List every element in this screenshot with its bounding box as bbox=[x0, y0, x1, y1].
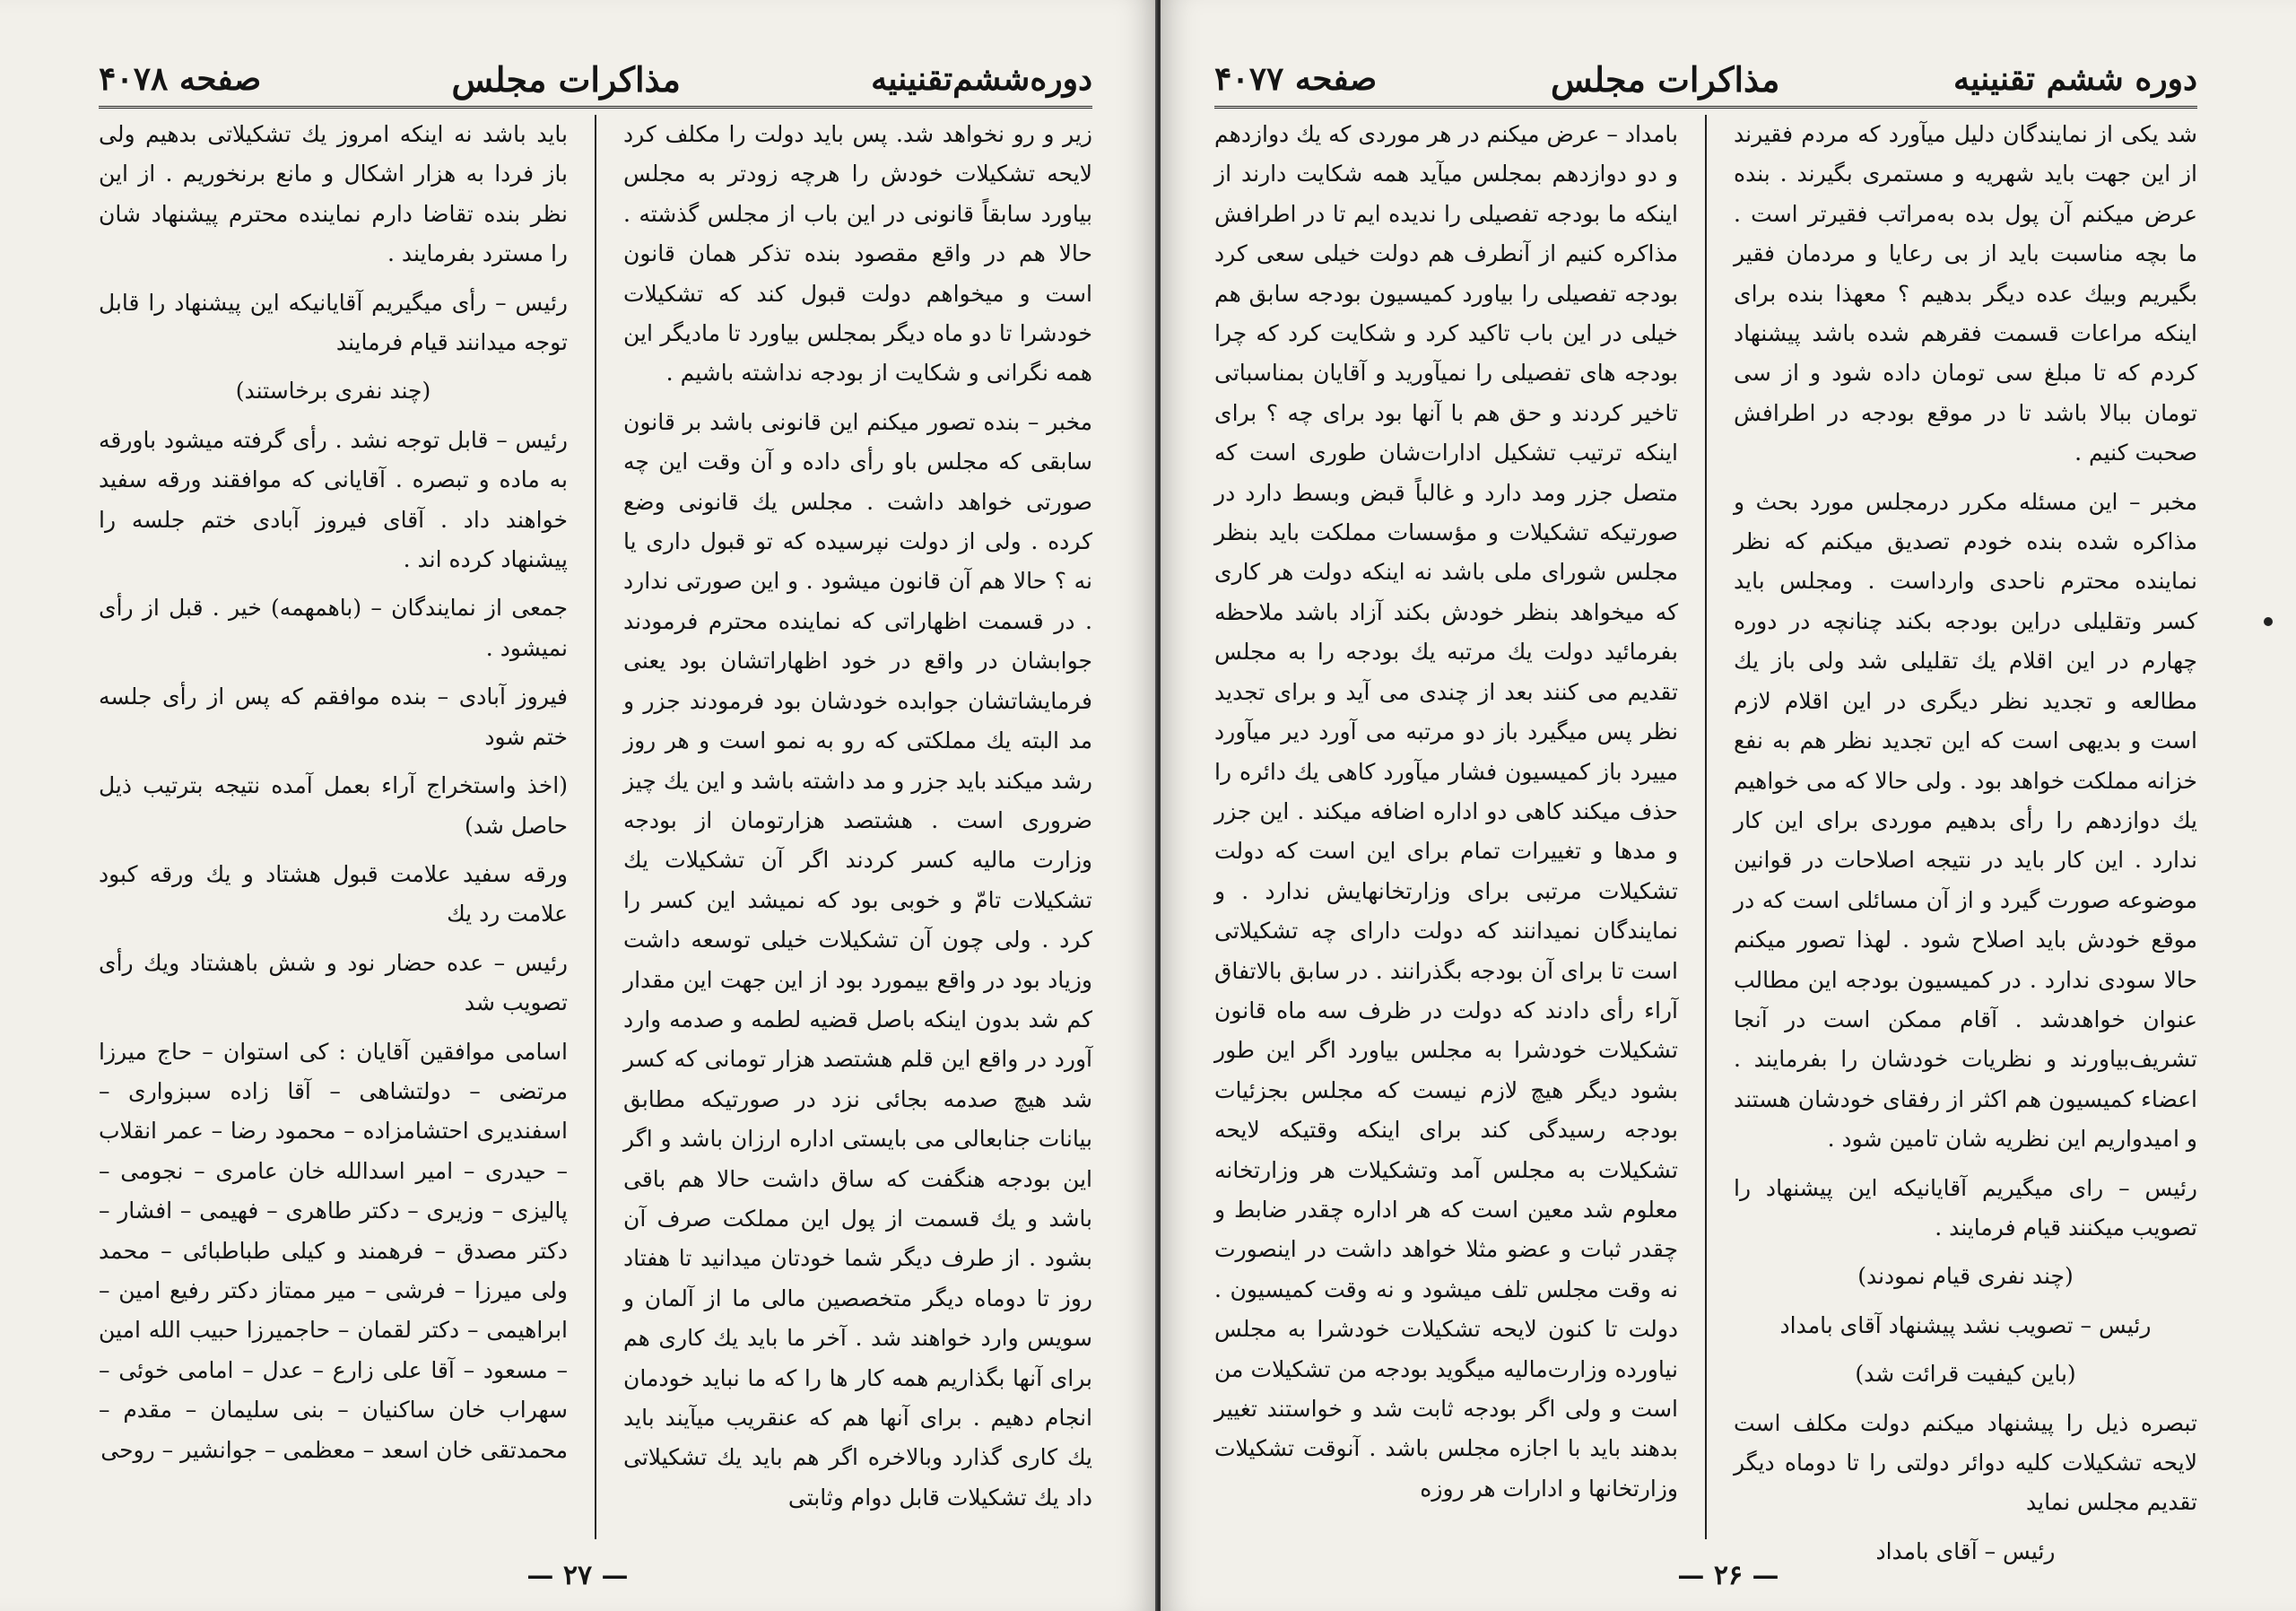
left-page-footer-number: — ۲۷ — bbox=[526, 1560, 629, 1591]
column-divider bbox=[595, 115, 596, 1539]
paragraph: فیروز آبادی – بنده موافقم که پس از رأی جلسه ختم شود bbox=[99, 684, 568, 750]
right-page bbox=[1161, 0, 2296, 1611]
paragraph: جمعی از نمایندگان – (باهمهمه) خیر . قبل از رأی نمیشود . bbox=[99, 595, 568, 661]
right-page-column-right bbox=[1734, 115, 2197, 1564]
left-page-column-left bbox=[99, 115, 568, 1539]
left-page-number-label: صفحه ۴۰۷۸ bbox=[99, 60, 262, 98]
paragraph: (چند نفری قیام نمودند) bbox=[1857, 1263, 2074, 1290]
paragraph: بامداد – عرض میکنم در هر موردی که یك دوازدهم و دو دوازدهم بمجلس میآید همه شکایت دارند از اینکه ما بودجه تفصیلی را ندیده ایم تا در اطرافش مذاکره کنیم از آنطرف هم دولت خیلی سعی کرد بودجه تفصیلی را بیاورد کمیسیون بودجه سابق هم خیلی در این باب تاکید کرد و شکایت کرد که چرا بودجه های تفصیلی را نمیآورید و آقایان بمناسباتی تاخیر کردند و حق هم با آنها بود برای چه ؟ برای اینکه ترتیب تشکیل ادارات‌شان طوری است که متصل جزر ومد دارد و غالباً قبض وبسط دارد در صورتیکه تشکیلات و مؤسسات مملکت باید بنظر مجلس شورای ملی باشد نه اینکه دولت هر کاری که میخواهد بنظر خودش بکند آزاد باشد ملاحظه بفرمائید دولت یك مرتبه یك بودجه را به مجلس تقدیم می کنند بعد از چندی می آید و برای تجدید نظر پس میگیرد باز دو مرتبه می آورد دیر میآورد مییرد باز کمیسیون فشار میآورد کاهی یك دائره را حذف میکند کاهی دو اداره اضافه میکند . این جزر و مدها و تغییرات تمام برای این است که دولت تشکیلات مرتبی برای وزارتخانهایش ندارد . و نمایندگان نمیدانند که دولت دارای چه تشکیلاتی است تا برای آن بودجه بگذرانند . در سابق بالاتفاق آراء رأی دادند که دولت در ظرف سه ماه قانون تشکیلات خودشرا به مجلس بیاورد اگر این طور بشود دیگر هیچ لازم نیست که مجلس بجزئیات بودجه رسیدگی کند برای اینکه وقتیکه لایحه تشکیلات به مجلس آمد وتشکیلات هر وزارتخانه معلوم شد معین است که هر اداره چقدر ضابط و چقدر ثبات و عضو مثلا خواهد داشت در اینصورت نه وقت مجلس تلف میشود و نه وقت کمیسیون . دولت تا کنون لایحه تشکیلات خودشرا به مجلس نیاورده وزارت‌مالیه میگوید بودجه من تشکیلات من است و ولی اگر بودجه ثابت شد و خواستند تغییر بدهند باید با اجازه مجلس باشد . آنوقت تشکیلات وزارتخانها و ادارات هر روزه bbox=[1214, 121, 1678, 1502]
paragraph: (باین کیفیت قرائت شد) bbox=[1855, 1361, 2076, 1388]
left-page-columns bbox=[99, 115, 1092, 1539]
column-divider bbox=[1705, 115, 1707, 1539]
right-session-label: دوره ششم تقنینیه bbox=[1953, 60, 2197, 98]
paragraph: رئیس – قابل توجه نشد . رأی گرفته میشود باورقه به ماده و تبصره . آقایانی که موافقند ورقه سفید خواهند داد . آقای فیروز آبادی ختم جلسه را پیشنهاد کرده اند . bbox=[99, 426, 568, 573]
paragraph: رئیس – رأی میگیریم آقایانیکه این پیشنهاد را قابل توجه میدانند قیام فرمایند bbox=[99, 289, 568, 356]
right-page-column-left bbox=[1214, 115, 1678, 1539]
right-page-number-label: صفحه ۴۰۷۷ bbox=[1214, 60, 1378, 98]
paragraph: ورقه سفید علامت قبول هشتاد و یك ورقه کبود علامت رد یك bbox=[99, 860, 568, 927]
paragraph: تبصره ذیل را پیشنهاد میکنم دولت مکلف است لایحه تشکیلات کلیه دوائر دولتی را تا دوماه دیگر تقدیم مجلس نماید bbox=[1734, 1409, 2197, 1516]
left-session-label: دوره‌ششم‌تقنینیه bbox=[871, 60, 1092, 98]
paragraph: مخبر – این مسئله مکرر درمجلس مورد بحث و مذاکره شده بنده خودم تصدیق میکنم که نظر نماینده محترم ناحدی وارداست . ومجلس باید کسر وتقلیلی دراین بودجه بکند چنانچه در دوره چهارم در این اقلام یك تقلیلی شد ولی باز یك مطالعه و تجدید نظر دیگری در این اقلام لازم است و بدیهی است که این تجدید نظر هم به نفع خزانه مملکت خواهد بود . ولی حالا که می خواهیم یك دوازدهم را رأی بدهیم موردی برای این کار ندارد . این کار باید در نتیجه اصلاحات در قوانین موضوعه صورت گیرد و از آن مسائلی است که در موقع خودش باید اصلاح شود . لهذا تصور میکنم حالا سودی ندارد . در کمیسیون بودجه این مطالب عنوان خواهدشد . آقام ممکن است در آنجا تشریف‌بیاورند و نظریات خودشان را بفرمایند . اعضاء کمیسیون هم اکثر از رفقای خودشان هستند و امیدواریم این نظریه شان تامین شود . bbox=[1734, 488, 2197, 1153]
margin-mark bbox=[2264, 617, 2273, 626]
paragraph: رئیس – عده حضار نود و شش باهشتاد ویك رأی تصویب شد bbox=[99, 949, 568, 1016]
left-page-column-right bbox=[623, 115, 1092, 1539]
right-page-columns bbox=[1214, 115, 2197, 1564]
paragraph: شد یکی از نمایندگان دلیل میآورد که مردم فقیرند از این جهت باید شهریه و مستمری بگیرند . بنده عرض میکنم آن پول بده به‌مراتب فقیرتر است . ما بچه مناسبت باید از بی رعایا و مردمان فقیر بگیریم وبیك عده دیگر بدهیم ؟ معهذا بنده برای اینکه مراعات قسمت فقرهم شده باشد پیشنهاد کردم که تا مبلغ سی تومان داده شود و از سی تومان ببالا باشد تا در موقع بودجه در اطرافش صحبت کنیم . bbox=[1734, 121, 2197, 466]
paragraph: رئیس – آقای بامداد bbox=[1875, 1537, 2056, 1564]
paragraph: مخبر – بنده تصور میکنم این قانونی باشد بر قانون سابقی که مجلس باو رأی داده و آن وقت این چه صورتی خواهد داشت . مجلس یك قانونی وضع کرده . ولی از دولت نپرسیده که تو قبول داری یا نه ؟ حالا هم آن قانون میشود . و این صورتی ندارد . در قسمت اظهاراتی که نماینده محترم فرمودند جوابشان در واقع در خود اظهاراتشان بود یعنی فرمایشاتشان جوابده خودشان بود فرمودند جزر و مد البته یك مملکتی که رو به نمو است و هر روز رشد میکند باید جزر و مد داشته باشد و این یك چیز ضروری است . هشتصد هزارتومان از بودجه وزارت مالیه کسر کردند اگر آن تشکیلات یك تشکیلات تامّ و خوبی بود که نمیشد این کسر را کرد . ولی چون آن تشکیلات خیلی توسعه داشت وزیاد بود در واقع بیمورد بود از این جهت این مقدار کم شد بدون اینکه باصل قضیه لطمه و صدمه وارد آورد در واقع این قلم هشتصد هزار تومانی که کسر شد هیچ صدمه بجائی نزد در صورتیکه مطابق بیانات جنابعالی می بایستی اداره ارزان باشد و اگر این بودجه هنگفت که ساق داشت حالا هم باقی باشد و یك قسمت از پول این مملکت صرف آن بشود . از طرف دیگر شما خودتان میدانید تا هفتاد روز تا دوماه دیگر متخصصین مالی ما از آلمان و سویس وارد خواهند شد . آخر ما باید یك کاری هم برای آنها بگذاریم همه کار ها را که ما نباید خودمان انجام دهیم . برای آنها هم که عنقریب میآیند باید یك کاری گذارد وبالاخره اگر هم باید یك تشکیلاتی داد یك تشکیلات قابل دوام وثابتی bbox=[623, 408, 1092, 1511]
right-page-footer-number: — ۲۶ — bbox=[1677, 1560, 1779, 1591]
left-page-header bbox=[99, 52, 1092, 109]
left-page-title: مذاکرات مجلس bbox=[451, 58, 681, 100]
paragraph: رئیس – رای میگیریم آقایانیکه این پیشنهاد را تصویب میکنند قیام فرمایند . bbox=[1734, 1174, 2197, 1241]
right-page-title: مذاکرات مجلس bbox=[1550, 58, 1780, 100]
paragraph: باید باشد نه اینکه امروز یك تشکیلاتی بدهیم ولی باز فردا به هزار اشکال و مانع برنخوریم . از این نظر بنده تقاضا دارم نماینده محترم پیشنهاد شان را مسترد بفرمایند . bbox=[99, 121, 568, 267]
paragraph: (اخذ واستخراج آراء بعمل آمده نتیجه بترتیب ذیل حاصل شد) bbox=[99, 772, 568, 839]
paragraph: (چند نفری برخاستند) bbox=[235, 378, 431, 405]
paragraph: اسامی موافقین آقایان : کی استوان – حاج میرزا مرتضی – دولتشاهی – آقا زاده سبزواری – اسفندیری احتشامزاده – محمود رضا – عمر انقلاب – حیدری – امیر اسدالله خان عامری – نجومی – پالیزی – وزیری – دکتر طاهری – فهیمی – افشار – دکتر مصدق – فرهمند و کیلی طباطبائی – محمد ولی میرزا – فرشی – میر ممتاز دکتر رفیع امین – ابراهیمی – دکتر لقمان – حاجمیرزا حبیب الله امین – مسعود – آقا علی زارع – عدل – امامی خوئی – سهراب خان ساکنیان – بنی سلیمان – مقدم – محمدتقی خان اسعد – معظمی – جوانشیر – روحی bbox=[99, 1038, 568, 1463]
paragraph: رئیس – تصویب نشد پیشنهاد آقای بامداد bbox=[1779, 1311, 2152, 1338]
right-page-header bbox=[1214, 52, 2197, 109]
paragraph: زیر و رو نخواهد شد. پس باید دولت را مکلف کرد لایحه تشکیلات خودش را هرچه زودتر به مجلس بیاورد سابقاً قانونی در این باب از مجلس گذشته . حالا هم در واقع مقصود بنده تذکر همان قانون است و میخواهم دولت قبول کند که تشکیلات خودشرا تا دو ماه دیگر بمجلس بیاورد تا مادیگر این همه نگرانی و شکایت از بودجه نداشته باشیم . bbox=[623, 121, 1092, 387]
